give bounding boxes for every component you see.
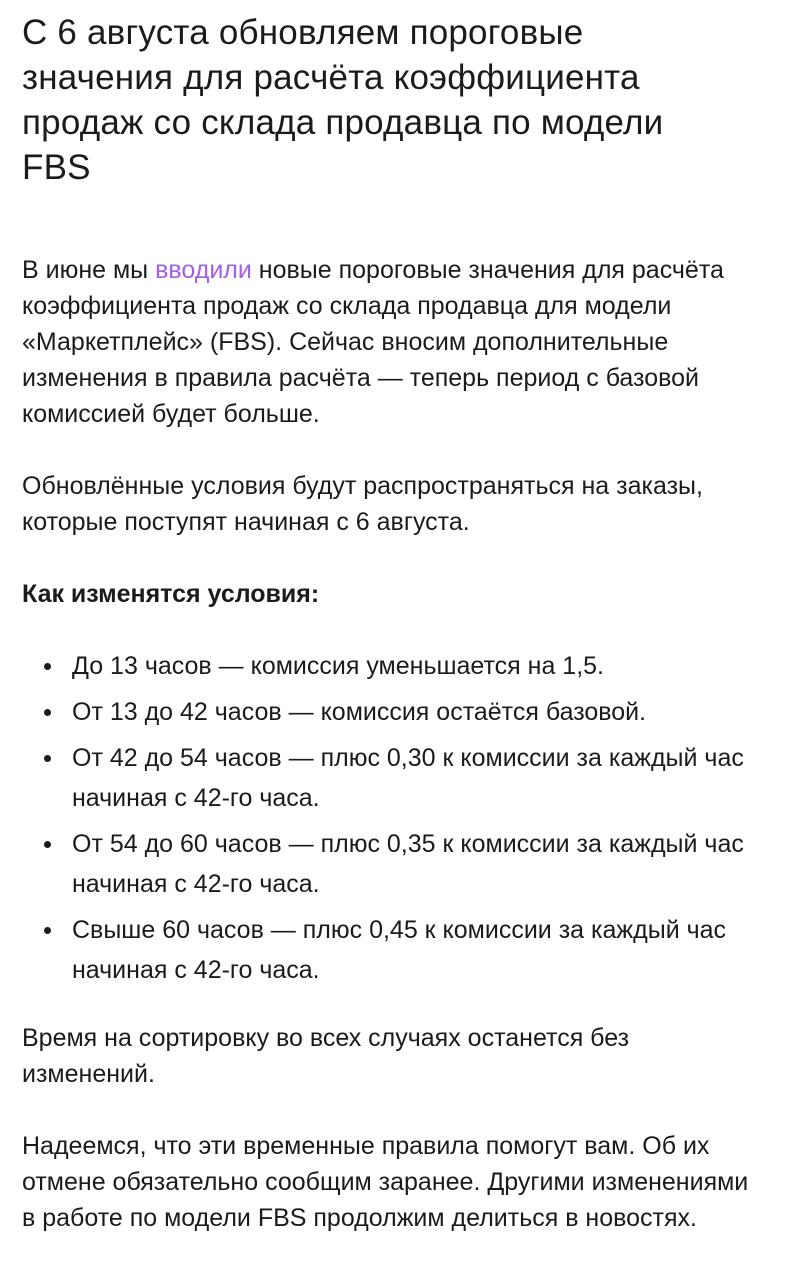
intro-text-before-link: В июне мы bbox=[22, 256, 156, 284]
conditions-list bbox=[22, 646, 775, 990]
closing-paragraph: Надеемся, что эти временные правила помогут вам. Об их отмене обязательно сообщим заранее. Другими изменениями в работе по модели FBS продолжим делиться в новостях. bbox=[22, 1132, 749, 1232]
intro-text-after-link: новые пороговые значения для расчёта коэффициента продаж со склада продавца для модели «Маркетплейс» (FBS). Сейчас вносим дополнительные изменения в правила расчёта — теперь период с базовой комиссией будет больше. bbox=[22, 256, 724, 428]
intro-paragraph bbox=[22, 252, 767, 432]
list-item: От 13 до 42 часов — комиссия остаётся базовой. bbox=[22, 692, 767, 732]
orders-paragraph: Обновлённые условия будут распространяться на заказы, которые поступят начиная с 6 августа. bbox=[22, 472, 703, 536]
list-item: От 54 до 60 часов — плюс 0,35 к комиссии за каждый час начиная с 42-го часа. bbox=[22, 824, 767, 904]
article-title: С 6 августа обновляем пороговые значения для расчёта коэффициента продаж со склада продавца по модели FBS bbox=[22, 13, 664, 187]
list-item: Свыше 60 часов — плюс 0,45 к комиссии за каждый час начиная с 42-го часа. bbox=[22, 910, 767, 990]
list-item: До 13 часов — комиссия уменьшается на 1,5. bbox=[22, 646, 767, 686]
conditions-subheading: Как изменятся условия: bbox=[22, 580, 320, 608]
sorting-paragraph: Время на сортировку во всех случаях останется без изменений. bbox=[22, 1024, 630, 1088]
intro-link[interactable]: вводили bbox=[155, 256, 252, 284]
list-item: От 42 до 54 часов — плюс 0,30 к комиссии за каждый час начиная с 42-го часа. bbox=[22, 738, 767, 818]
